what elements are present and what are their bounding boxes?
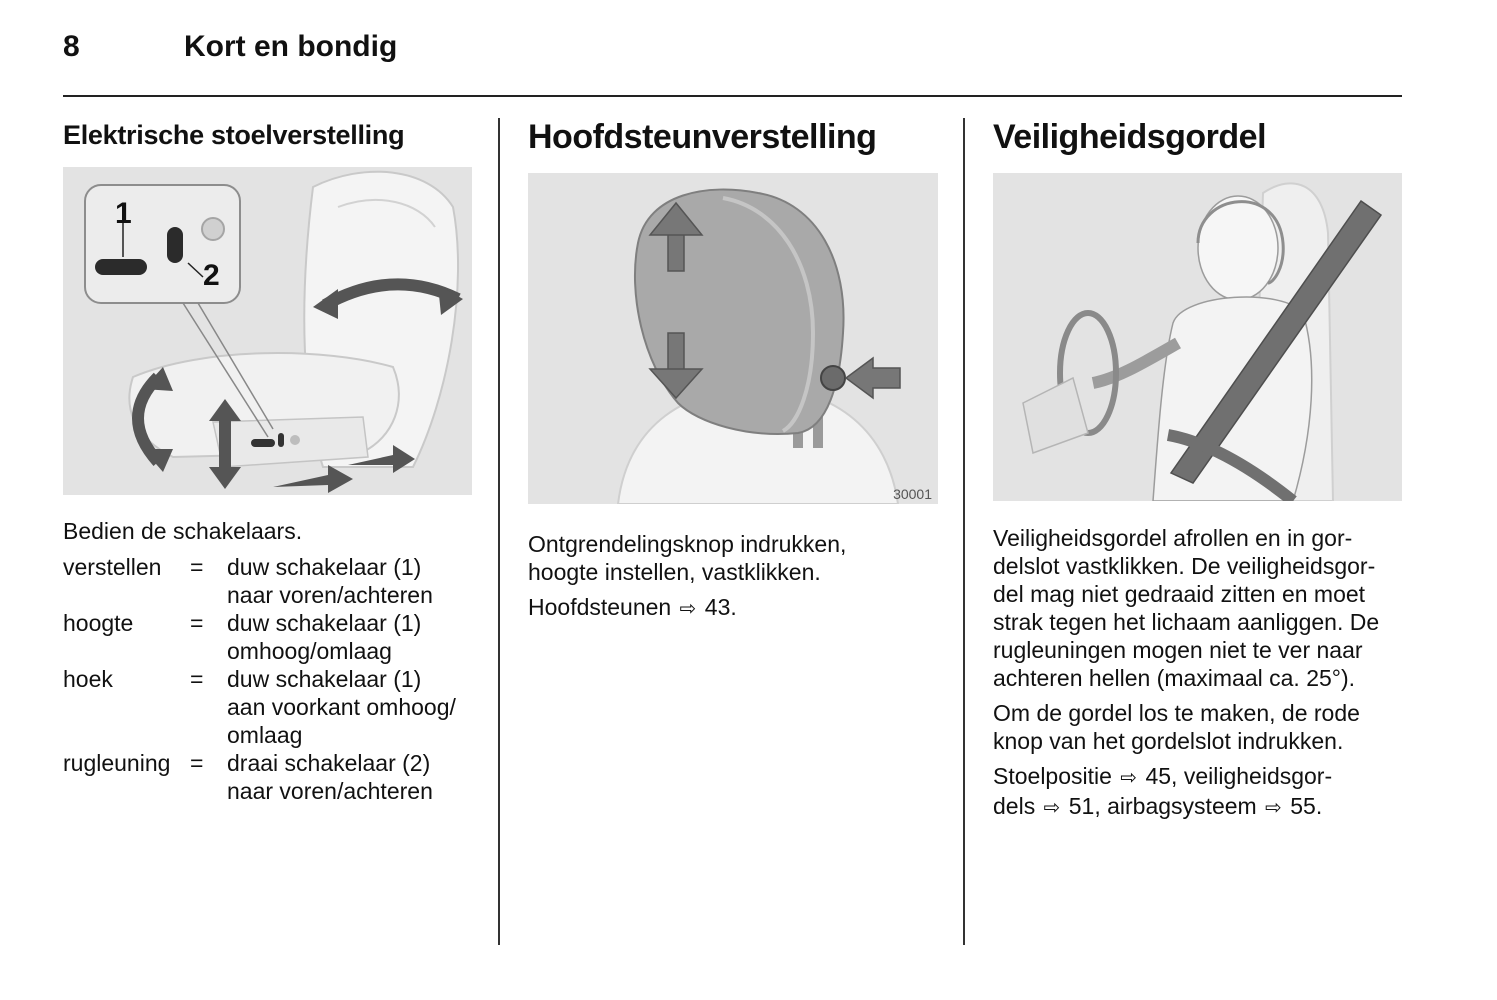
- description: draai schakelaar (2) naar voren/achteren: [227, 750, 433, 804]
- equals: =: [190, 750, 204, 776]
- arrow-right-icon: ⇨: [1120, 767, 1138, 789]
- arrow-right-icon: ⇨: [1265, 797, 1282, 819]
- callout-label-2: 2: [203, 259, 220, 292]
- seatbelt-illustration: [993, 173, 1402, 501]
- table-row: [63, 749, 456, 805]
- seat-controls-table: [63, 553, 456, 805]
- headrest-illustration: [528, 173, 938, 504]
- description: duw schakelaar (1) naar voren/achteren: [227, 554, 433, 608]
- term: verstellen: [63, 554, 162, 580]
- figure-code: 30001: [893, 486, 932, 502]
- equals: =: [190, 554, 204, 580]
- table-row: [63, 609, 456, 665]
- seatbelt-references: Stoelpositie ⇨ 45, veiligheidsgor- dels ⇨ 51, airbagsysteem ⇨ 55.: [993, 762, 1413, 822]
- page-title: Kort en bondig: [184, 30, 398, 63]
- header-rule: [63, 95, 1402, 97]
- description: duw schakelaar (1) omhoog/omlaag: [227, 610, 422, 664]
- seatbelt-paragraph-1: Veiligheidsgordel afrollen en in gor- delslot vastklikken. De veiligheidsgor- del mag niet gedraaid zitten en moet strak tegen het lichaam aanliggen. De rugleuningen mogen niet te ver naar achteren hellen (maximaal ca. 25°).: [993, 525, 1380, 691]
- term: hoek: [63, 666, 113, 692]
- seatbelt-paragraph-2: Om de gordel los te maken, de rode knop van het gordelslot indrukken.: [993, 700, 1360, 754]
- callout-label-1: 1: [115, 197, 132, 230]
- section-heading-headrest: Hoofdsteunverstelling: [528, 118, 877, 156]
- headrest-figure: [528, 173, 938, 504]
- section-heading-seatbelt: Veiligheidsgordel: [993, 118, 1267, 156]
- seat-intro: Bedien de schakelaars.: [63, 518, 303, 544]
- section-heading-seat: Elektrische stoelverstelling: [63, 120, 405, 150]
- arrow-right-icon: ⇨: [1043, 797, 1061, 819]
- equals: =: [190, 666, 204, 692]
- seat-adjustment-figure: [63, 167, 472, 495]
- page-number: 8: [63, 30, 80, 63]
- equals: =: [190, 610, 204, 636]
- table-row: [63, 553, 456, 609]
- seatbelt-figure: [993, 173, 1402, 501]
- arrow-right-icon: ⇨: [679, 598, 697, 620]
- description: duw schakelaar (1) aan voorkant omhoog/ omlaag: [227, 666, 456, 748]
- table-row: [63, 665, 456, 749]
- column-divider-2: [963, 118, 965, 945]
- headrest-reference: Hoofdsteunen ⇨ 43.: [528, 593, 948, 623]
- term: rugleuning: [63, 750, 171, 776]
- headrest-instructions: Ontgrendelingsknop indrukken, hoogte instellen, vastklikken.: [528, 531, 847, 585]
- column-divider-1: [498, 118, 500, 945]
- term: hoogte: [63, 610, 134, 636]
